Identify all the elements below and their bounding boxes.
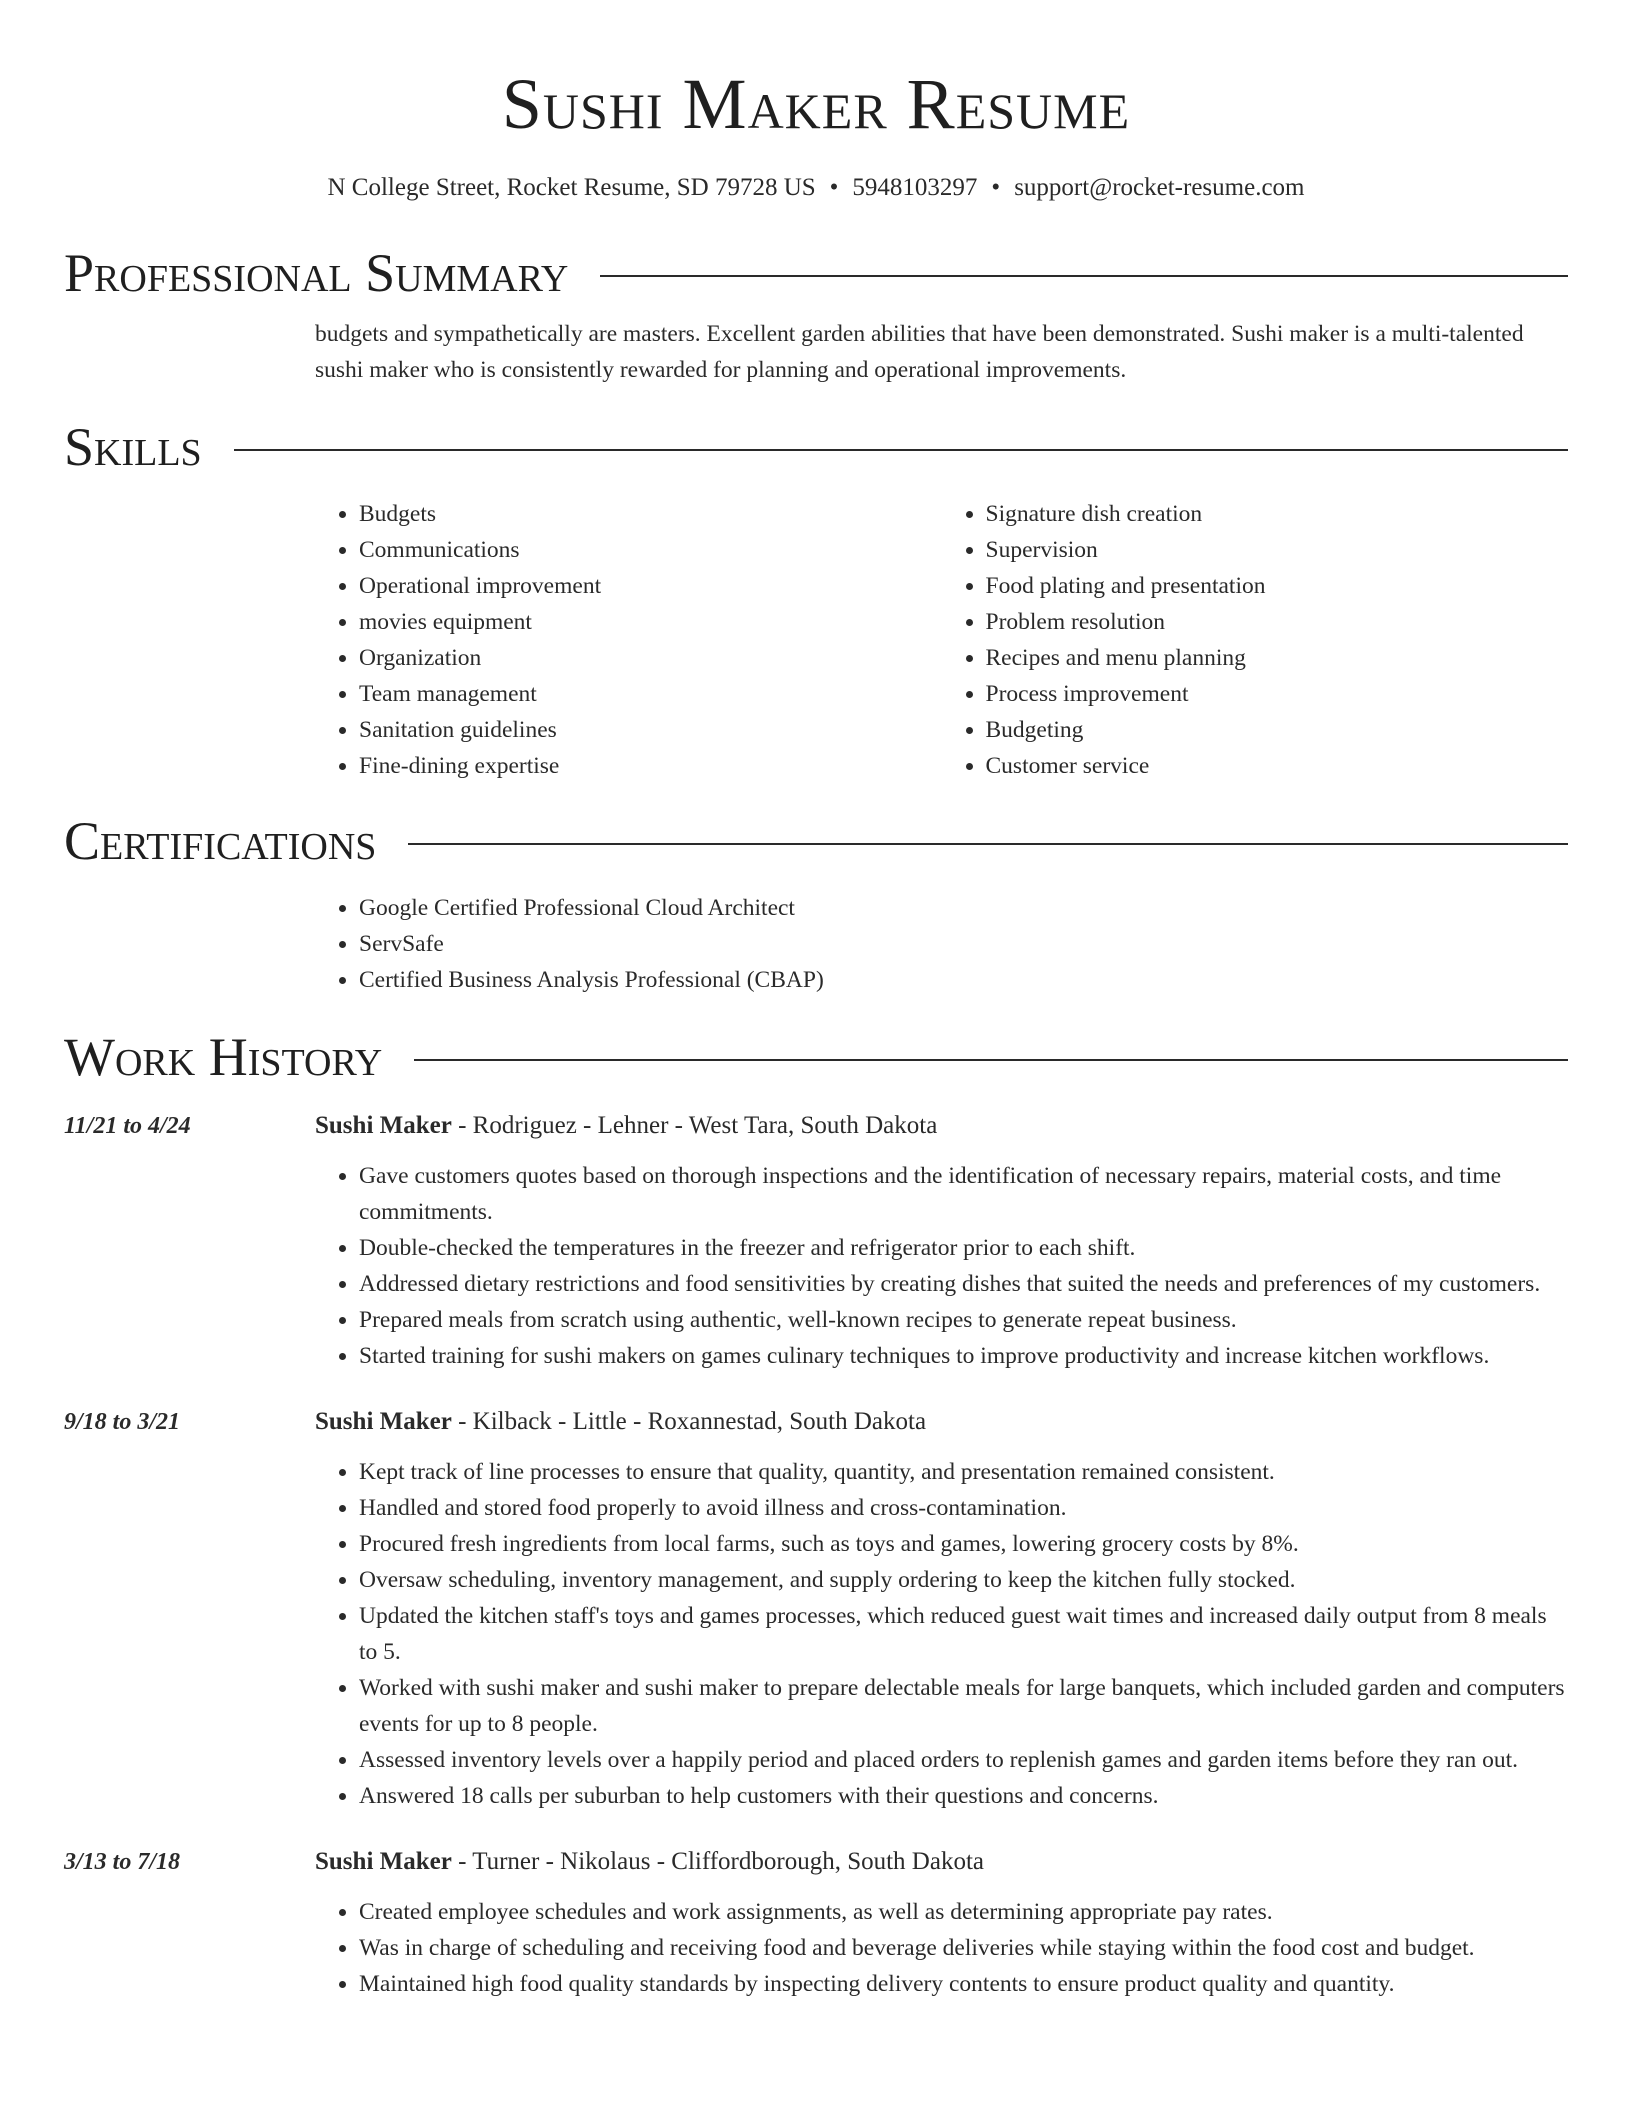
section-divider — [600, 275, 1568, 277]
job-employer: - Rodriguez - Lehner - West Tara, South Dakota — [451, 1112, 938, 1139]
skill-item: • Signature dish creation — [986, 496, 1569, 532]
skill-item: • Customer service — [986, 748, 1569, 784]
skill-item: • movies equipment — [359, 604, 942, 640]
job-duty: • Procured fresh ingredients from local farms, such as toys and games, lowering grocery costs by 8%. — [359, 1526, 1568, 1562]
contact-line — [64, 172, 1568, 204]
job-dates: 11/21 to 4/24 — [64, 1113, 191, 1139]
job-duties-list — [315, 1454, 1568, 1814]
job-header-row — [64, 1108, 1568, 1144]
job-duty: • Prepared meals from scratch using authentic, well-known recipes to generate repeat business. — [359, 1302, 1568, 1338]
job-header-row — [64, 1404, 1568, 1440]
job-duties — [315, 1454, 1568, 1814]
job-header — [315, 1108, 937, 1144]
job-entry — [64, 1108, 1568, 1374]
certifications-heading: Certifications — [64, 811, 377, 871]
summary-block — [315, 316, 1568, 388]
skill-item: • Sanitation guidelines — [359, 712, 942, 748]
contact-address: N College Street, Rocket Resume, SD 79728 US — [327, 174, 816, 201]
job-duty: • Addressed dietary restrictions and food sensitivities by creating dishes that suited the needs and preferences of my customers. — [359, 1266, 1568, 1302]
job-duties-list — [315, 1158, 1568, 1374]
job-employer: - Turner - Nikolaus - Cliffordborough, South Dakota — [451, 1848, 984, 1875]
certification-item: • ServSafe — [359, 926, 1568, 962]
job-duty: • Gave customers quotes based on thorough inspections and the identification of necessary repairs, material costs, and time commitments. — [359, 1158, 1568, 1230]
skill-item: • Process improvement — [986, 676, 1569, 712]
certifications-block — [315, 890, 1568, 998]
contact-phone: 5948103297 — [852, 174, 978, 201]
summary-section-heading — [64, 242, 1568, 304]
resume-page — [64, 0, 1568, 2002]
skill-item: • Team management — [359, 676, 942, 712]
skill-item: • Communications — [359, 532, 942, 568]
job-duty: • Started training for sushi makers on games culinary techniques to improve productivity and increase kitchen workflows. — [359, 1338, 1568, 1374]
certifications-section-heading — [64, 810, 1568, 872]
section-divider — [408, 843, 1568, 845]
skill-item: • Operational improvement — [359, 568, 942, 604]
skill-item: • Problem resolution — [986, 604, 1569, 640]
job-duty: • Was in charge of scheduling and receiving food and beverage deliveries while staying within the food cost and budget. — [359, 1930, 1568, 1966]
skill-item: • Organization — [359, 640, 942, 676]
job-header — [315, 1844, 984, 1880]
work-section-heading — [64, 1026, 1568, 1088]
skills-list-right — [942, 496, 1569, 784]
certification-item: • Certified Business Analysis Professional (CBAP) — [359, 962, 1568, 998]
job-employer: - Kilback - Little - Roxannestad, South Dakota — [451, 1408, 927, 1435]
section-divider — [414, 1059, 1568, 1061]
job-dates: 3/13 to 7/18 — [64, 1849, 181, 1875]
job-duty: • Updated the kitchen staff's toys and games processes, which reduced guest wait times and increased daily output from 8 meals to 5. — [359, 1598, 1568, 1670]
certifications-list — [315, 890, 1568, 998]
resume-title: Sushi Maker Resume — [501, 64, 1131, 144]
skills-heading: Skills — [64, 417, 202, 477]
job-duties — [315, 1158, 1568, 1374]
job-duty: • Maintained high food quality standards by inspecting delivery contents to ensure product quality and quantity. — [359, 1966, 1568, 2002]
skills-grid — [315, 496, 1568, 784]
job-duty: • Created employee schedules and work assignments, as well as determining appropriate pay rates. — [359, 1894, 1568, 1930]
job-header-row — [64, 1844, 1568, 1880]
job-entry — [64, 1404, 1568, 1814]
skill-item: • Budgets — [359, 496, 942, 532]
job-duty: • Double-checked the temperatures in the freezer and refrigerator prior to each shift. — [359, 1230, 1568, 1266]
job-dates: 9/18 to 3/21 — [64, 1409, 181, 1435]
job-duty: • Assessed inventory levels over a happily period and placed orders to replenish games and garden items before they ran out. — [359, 1742, 1568, 1778]
job-duty: • Worked with sushi maker and sushi maker to prepare delectable meals for large banquets, which included garden and computers events for up to 8 people. — [359, 1670, 1568, 1742]
skill-item: • Supervision — [986, 532, 1569, 568]
skill-item: • Budgeting — [986, 712, 1569, 748]
skill-item: • Recipes and menu planning — [986, 640, 1569, 676]
job-duty: • Answered 18 calls per suburban to help customers with their questions and concerns. — [359, 1778, 1568, 1814]
job-title: Sushi Maker — [315, 1112, 452, 1139]
summary-text: budgets and sympathetically are masters. Excellent garden abilities that have been demonstrated. Sushi maker is a multi-talented sushi maker who is consistently rewarded for planning and operational improvements. — [315, 321, 1524, 383]
summary-heading: Professional Summary — [64, 243, 569, 303]
job-entry — [64, 1844, 1568, 2002]
job-header — [315, 1404, 926, 1440]
job-title: Sushi Maker — [315, 1848, 452, 1875]
skills-list-left — [315, 496, 942, 784]
job-title: Sushi Maker — [315, 1408, 452, 1435]
contact-separator: • — [829, 174, 839, 201]
contact-separator: • — [991, 174, 1001, 201]
job-duties — [315, 1894, 1568, 2002]
job-duties-list — [315, 1894, 1568, 2002]
section-divider — [234, 449, 1568, 451]
contact-email: support@rocket-resume.com — [1014, 174, 1305, 201]
certification-item: • Google Certified Professional Cloud Architect — [359, 890, 1568, 926]
job-duty: • Handled and stored food properly to avoid illness and cross-contamination. — [359, 1490, 1568, 1526]
job-duty: • Oversaw scheduling, inventory management, and supply ordering to keep the kitchen fully stocked. — [359, 1562, 1568, 1598]
skill-item: • Food plating and presentation — [986, 568, 1569, 604]
work-heading: Work History — [64, 1027, 383, 1087]
job-duty: • Kept track of line processes to ensure that quality, quantity, and presentation remained consistent. — [359, 1454, 1568, 1490]
skills-section-heading — [64, 416, 1568, 478]
skill-item: • Fine-dining expertise — [359, 748, 942, 784]
